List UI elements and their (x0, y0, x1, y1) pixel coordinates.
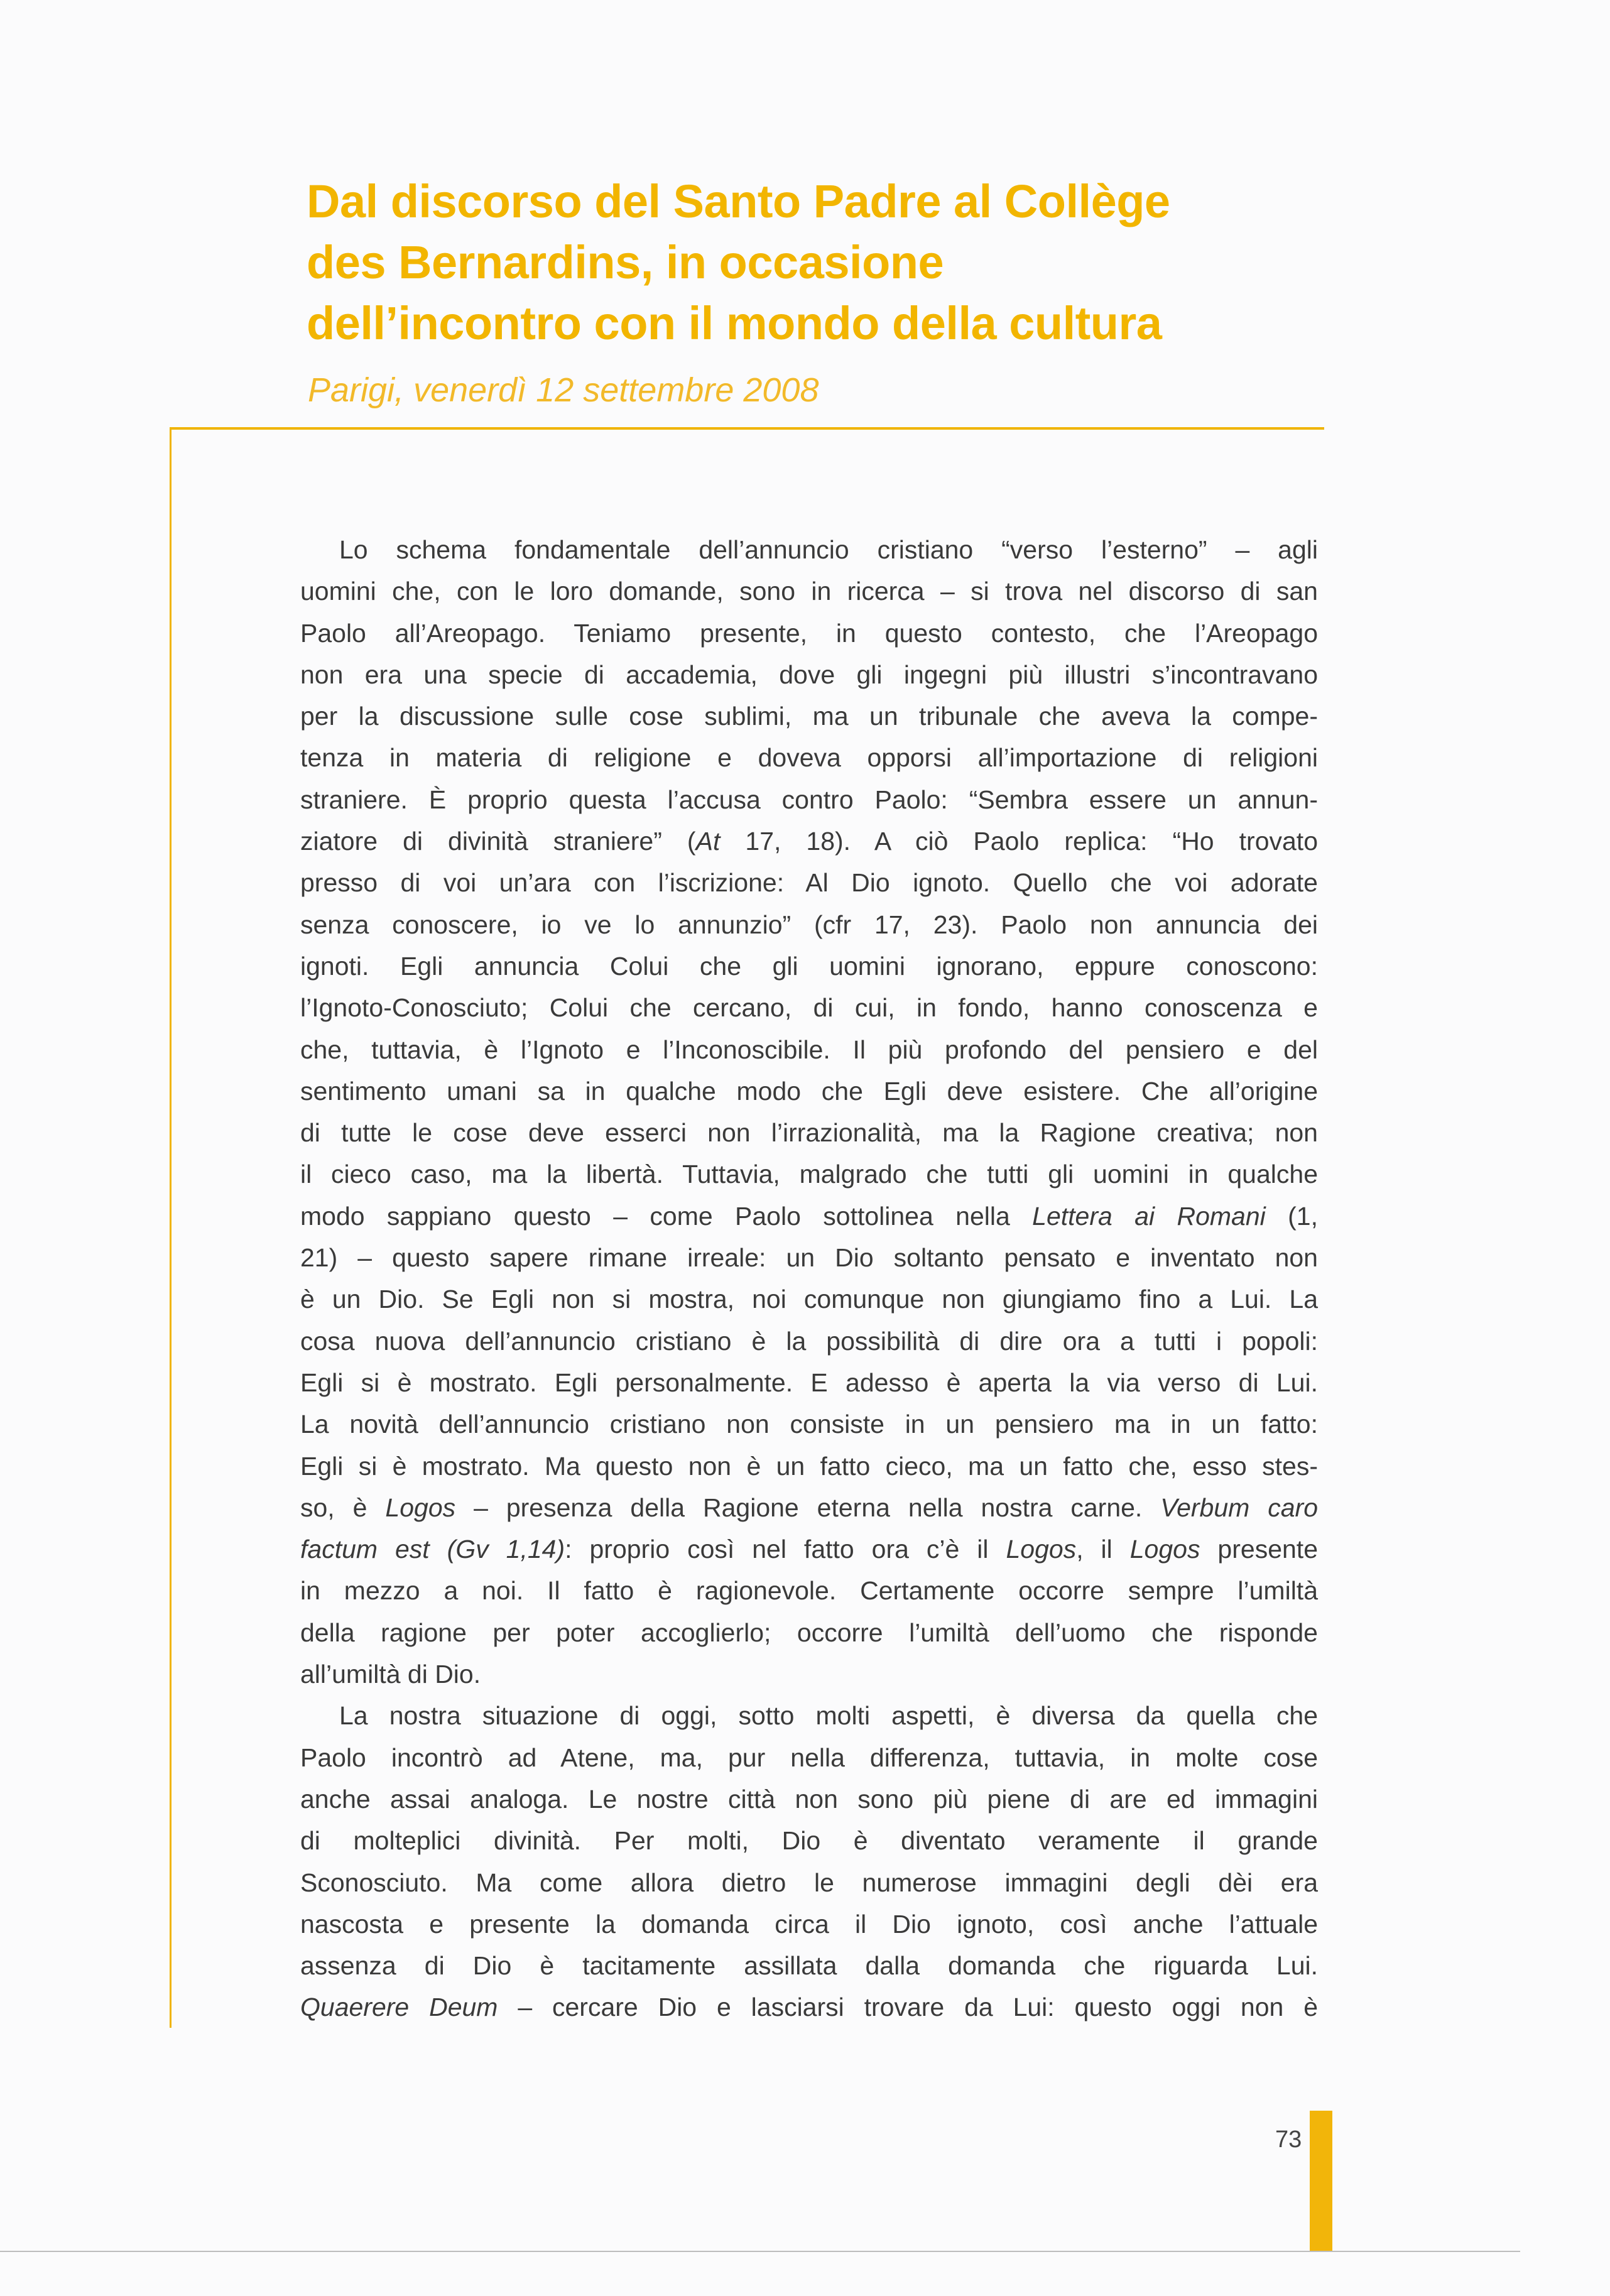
text-segment: nascosta e presente la domanda circa il Dio ignoto, così anche l’attuale (300, 1909, 1318, 1939)
title-line: des Bernardins, in occasione (307, 236, 944, 288)
text-segment: : proprio così nel fatto ora c’è il (565, 1535, 1006, 1564)
text-line (300, 1445, 1318, 1487)
text-segment: di tutte le cose deve esserci non l’irrazionalità, ma la Ragione creativa; non (300, 1118, 1318, 1148)
text-line (300, 1278, 1318, 1320)
text-segment: Lo schema fondamentale dell’annuncio cristiano “verso l’esterno” – agli (339, 535, 1318, 564)
italic-text: At (695, 827, 721, 856)
text-segment: , il (1076, 1535, 1130, 1564)
text-line (300, 737, 1318, 778)
text-line (300, 1986, 1318, 2028)
italic-text: Verbum caro (1160, 1493, 1319, 1522)
text-segment: straniere. È proprio questa l’accusa contro Paolo: “Sembra essere un annun- (300, 785, 1318, 814)
text-segment: è un Dio. Se Egli non si mostra, noi comunque non giungiamo fino a Lui. La (300, 1285, 1318, 1314)
text-line (300, 904, 1318, 945)
text-line (300, 1820, 1318, 1861)
text-line (300, 1487, 1318, 1528)
text-segment: Paolo all’Areopago. Teniamo presente, in questo contesto, che l’Areopago (300, 618, 1318, 648)
text-segment: La nostra situazione di oggi, sotto molti aspetti, è diversa da quella che (339, 1701, 1318, 1731)
text-line (300, 1778, 1318, 1820)
text-line (300, 1237, 1318, 1278)
text-segment: 21) – questo sapere rimane irreale: un Dio soltanto pensato e inventato non (300, 1243, 1318, 1273)
text-segment: di molteplici divinità. Per molti, Dio è diventato veramente il grande (300, 1826, 1318, 1856)
text-line (300, 1903, 1318, 1945)
text-line (300, 1695, 1318, 1736)
text-line (300, 1112, 1318, 1153)
frame-top-rule (170, 427, 1324, 430)
page-marker-bar (1310, 2111, 1332, 2251)
text-line (300, 1362, 1318, 1403)
text-segment: tenza in materia di religione e doveva opporsi all’importazione di religioni (300, 743, 1318, 773)
text-segment: presso di voi un’ara con l’iscrizione: Al Dio ignoto. Quello che voi adorate (300, 868, 1318, 898)
text-line (300, 1403, 1318, 1445)
text-segment: – presenza della Ragione eterna nella nostra carne. (455, 1493, 1161, 1522)
text-line (300, 612, 1318, 654)
text-segment: senza conoscere, io ve lo annunzio” (cfr 17, 23). Paolo non annuncia dei (300, 910, 1318, 939)
italic-text: factum est (Gv 1,14) (300, 1535, 565, 1564)
frame-left-rule (170, 427, 171, 2028)
text-segment: – cercare Dio e lasciarsi trovare da Lui: questo oggi non è (498, 1993, 1318, 2022)
text-line (300, 1570, 1318, 1611)
text-segment: anche assai analoga. Le nostre città non sono più piene di are ed immagini (300, 1784, 1318, 1814)
title-line: Dal discorso del Santo Padre al Collège (307, 175, 1170, 227)
text-segment: all’umiltà di Dio. (300, 1660, 481, 1689)
text-line (300, 945, 1318, 987)
paragraph (300, 1695, 1318, 2028)
text-segment: Paolo incontrò ad Atene, ma, pur nella differenza, tuttavia, in molte cose (300, 1743, 1318, 1772)
text-segment: l’Ignoto-Conosciuto; Colui che cercano, di cui, in fondo, hanno conoscenza e (300, 993, 1318, 1023)
text-line (300, 1737, 1318, 1778)
text-line (300, 1195, 1318, 1237)
text-line (300, 987, 1318, 1028)
article-body (300, 529, 1318, 2028)
article-title (307, 171, 1374, 354)
page-bottom-edge (0, 2251, 1520, 2252)
text-segment: presente (1200, 1535, 1318, 1564)
text-segment: in mezzo a noi. Il fatto è ragionevole. Certamente occorre sempre l’umiltà (300, 1576, 1318, 1606)
paragraph (300, 529, 1318, 1695)
text-segment: Egli si è mostrato. Ma questo non è un fatto cieco, ma un fatto che, esso stes- (300, 1451, 1318, 1481)
text-segment: il cieco caso, ma la libertà. Tuttavia, malgrado che tutti gli uomini in qualche (300, 1160, 1318, 1189)
text-segment: ziatore di divinità straniere” ( (300, 827, 696, 856)
text-segment: sentimento umani sa in qualche modo che Egli deve esistere. Che all’origine (300, 1076, 1318, 1106)
text-line (300, 1320, 1318, 1362)
page-number: 73 (1275, 2126, 1302, 2153)
italic-text: Quaerere Deum (300, 1993, 498, 2022)
text-line (300, 1153, 1318, 1195)
text-line (300, 862, 1318, 903)
text-line (300, 820, 1318, 862)
text-line (300, 529, 1318, 570)
text-line (300, 1612, 1318, 1653)
text-line (300, 779, 1318, 820)
title-line: dell’incontro con il mondo della cultura (307, 297, 1162, 349)
text-line (300, 1945, 1318, 1986)
text-line (300, 654, 1318, 695)
italic-text: Lettera ai Romani (1032, 1201, 1266, 1231)
text-segment: che, tuttavia, è l’Ignoto e l’Inconoscibile. Il più profondo del pensiero e del (300, 1035, 1318, 1064)
text-segment: modo sappiano questo – come Paolo sottolinea nella (300, 1201, 1033, 1231)
text-segment: per la discussione sulle cose sublimi, ma un tribunale che aveva la compe- (300, 702, 1318, 731)
text-segment: uomini che, con le loro domande, sono in ricerca – si trova nel discorso di san (300, 577, 1318, 606)
text-segment: ignoti. Egli annuncia Colui che gli uomini ignorano, eppure conoscono: (300, 951, 1318, 981)
italic-text: Logos (385, 1493, 456, 1522)
text-line (300, 695, 1318, 737)
text-segment: La novità dell’annuncio cristiano non consiste in un pensiero ma in un fatto: (300, 1410, 1318, 1439)
text-segment: della ragione per poter accoglierlo; occorre l’umiltà dell’uomo che risponde (300, 1618, 1318, 1647)
text-segment: (1, (1265, 1201, 1318, 1231)
text-line (300, 1528, 1318, 1570)
italic-text: Logos (1006, 1535, 1077, 1564)
text-line (300, 1070, 1318, 1112)
text-segment: 17, 18). A ciò Paolo replica: “Ho trovato (720, 827, 1318, 856)
text-segment: cosa nuova dell’annuncio cristiano è la possibilità di dire ora a tutti i popoli: (300, 1326, 1318, 1356)
text-line (300, 1862, 1318, 1903)
text-line (300, 1029, 1318, 1070)
text-segment: assenza di Dio è tacitamente assillata dalla domanda che riguarda Lui. (300, 1951, 1318, 1981)
text-line (300, 1653, 1318, 1695)
text-segment: so, è (300, 1493, 386, 1522)
text-line (300, 570, 1318, 612)
text-segment: Egli si è mostrato. Egli personalmente. E adesso è aperta la via verso di Lui. (300, 1368, 1318, 1397)
article-subtitle: Parigi, venerdì 12 settembre 2008 (308, 371, 819, 409)
text-segment: non era una specie di accademia, dove gli ingegni più illustri s’incontravano (300, 660, 1318, 689)
italic-text: Logos (1129, 1535, 1200, 1564)
text-segment: Sconosciuto. Ma come allora dietro le numerose immagini degli dèi era (300, 1868, 1318, 1897)
